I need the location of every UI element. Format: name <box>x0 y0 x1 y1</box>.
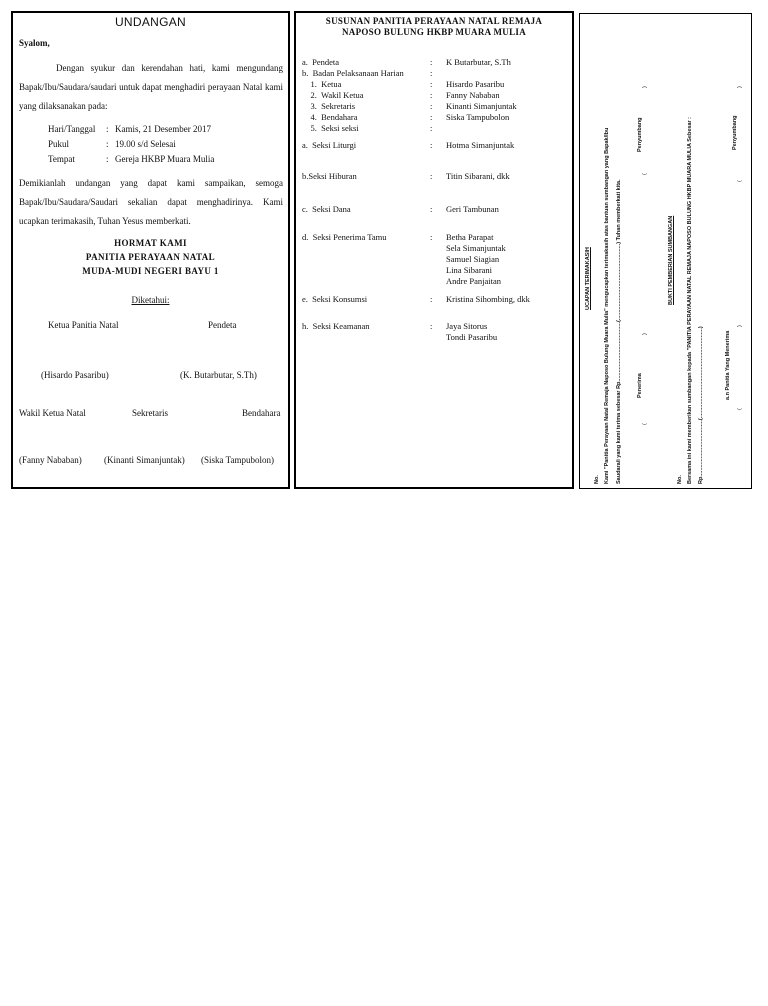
committee-role: d. Seksi Penerima Tamu <box>302 232 387 242</box>
committee-receiver-label: a.n Panitia Yang Menerima <box>725 330 731 400</box>
committee-title: SUSUNAN PANITIA PERAYAAN NATAL REMAJA <box>325 16 543 26</box>
colon: : <box>430 101 433 111</box>
committee-role: 5. Seksi seksi <box>302 123 359 133</box>
committee-role: h. Seksi Keamanan <box>302 321 370 331</box>
signature-role: Pendeta <box>208 320 237 330</box>
bracket: ) <box>737 325 743 327</box>
committee-member: Hisardo Pasaribu <box>446 79 505 89</box>
committee-role: b.Seksi Hiburan <box>302 171 357 181</box>
event-row: Tempat : Gereja HKBP Muara Mulia <box>48 154 215 164</box>
signature-role: Bendahara <box>242 408 281 418</box>
committee-role: 3. Sekretaris <box>302 101 356 111</box>
colon: : <box>430 204 433 214</box>
committee-panel <box>294 11 574 489</box>
bracket: ) <box>642 86 648 88</box>
committee-role: 4. Bendahara <box>302 112 358 122</box>
committee-member: Siska Tampubolon <box>446 112 510 122</box>
colon: : <box>430 123 433 133</box>
committee-role: b. Badan Pelaksanaan Harian <box>302 68 404 78</box>
bracket: ( <box>737 180 743 182</box>
colon: : <box>430 57 433 67</box>
colon: : <box>430 68 433 78</box>
committee-member: Samuel Siagian <box>446 254 500 264</box>
committee-member: Geri Tambunan <box>446 204 499 214</box>
closing-line: PANITIA PERAYAAN NATAL <box>85 252 216 262</box>
signature-name: (Hisardo Pasaribu) <box>41 370 109 380</box>
bracket: ) <box>642 333 648 335</box>
committee-member: K Butarbutar, S.Th <box>446 57 511 67</box>
closing-line: MUDA-MUDI NEGERI BAYU 1 <box>82 266 219 276</box>
colon: : <box>430 232 433 242</box>
bracket: ) <box>737 86 743 88</box>
known-label: Diketahui: <box>131 295 170 305</box>
thanks-title: UCAPAN TERIMAKASIH <box>585 247 591 310</box>
receipt-number: No. <box>677 475 683 484</box>
invitation-title: UNDANGAN <box>114 15 187 29</box>
committee-member: Jaya Sitorus <box>446 321 488 331</box>
committee-title: NAPOSO BULUNG HKBP MUARA MULIA <box>341 27 526 37</box>
committee-member: Andre Panjaitan <box>446 276 501 286</box>
committee-role: a. Pendeta <box>302 57 340 67</box>
committee-role: a. Seksi Liturgi <box>302 140 357 150</box>
thanks-line: Kami "Panitia Perayaan Natal Remaja Naposo Bulung Muara Mulia" mengucapkan terimakasih atas bantuan sumbangan yang Bapak/Ibu <box>604 127 610 484</box>
signature-name: (Fanny Nababan) <box>19 455 82 465</box>
colon: : <box>430 294 433 304</box>
invitation-paragraph: Dengan syukur dan kerendahan hati, kami mengundang Bapak/Ibu/Saudara/saudari untuk dapat menghadiri perayaan Natal kami yang dilaksanakan pada: <box>19 63 283 111</box>
event-row: Pukul : 19.00 s/d Selesai <box>48 139 176 149</box>
committee-role: 1. Ketua <box>302 79 342 89</box>
committee-member: Kristina Sihombing, dkk <box>446 294 530 304</box>
bracket: ( <box>642 173 648 175</box>
signature-role: Wakil Ketua Natal <box>19 408 86 418</box>
colon: : <box>430 321 433 331</box>
colon: : <box>430 140 433 150</box>
signature-role: Sekretaris <box>132 408 168 418</box>
committee-member: Fanny Nababan <box>446 90 500 100</box>
committee-role: e. Seksi Konsumsi <box>302 294 368 304</box>
colon: : <box>430 171 433 181</box>
invitation-panel <box>11 11 290 489</box>
donor-label: Penyumbang <box>732 115 738 150</box>
committee-member: Lina Sibarani <box>446 265 493 275</box>
receipt-panel <box>579 13 752 489</box>
committee-member: Tondi Pasaribu <box>446 332 498 342</box>
signature-name: (Kinanti Simanjuntak) <box>104 455 185 465</box>
bracket: ( <box>642 423 648 425</box>
donor-label: Penyumbang <box>637 117 643 152</box>
signature-name: (K. Butarbutar, S.Th) <box>180 370 257 380</box>
signature-name: (Siska Tampubolon) <box>201 455 274 465</box>
committee-member: Titin Sibarani, dkk <box>446 171 510 181</box>
committee-member: Betha Parapat <box>446 232 494 242</box>
recipient-label: Penerima <box>637 373 643 398</box>
colon: : <box>430 79 433 89</box>
committee-role: 2. Wakil Ketua <box>302 90 364 100</box>
committee-member: Sela Simanjuntak <box>446 243 506 253</box>
colon: : <box>430 112 433 122</box>
bracket: ( <box>737 408 743 410</box>
colon: : <box>430 90 433 100</box>
receipt-rotated-content <box>580 14 753 490</box>
closing-line: HORMAT KAMI <box>114 238 187 248</box>
event-row: Hari/Tanggal : Kamis, 21 Desember 2017 <box>48 124 211 134</box>
receipt-number: No. <box>594 475 600 484</box>
thanks-line: Saudara/i yang kami terima sebesar Rp.......................................(..................................................) Tuhan memberkati kita. <box>616 179 622 484</box>
committee-role: c. Seksi Dana <box>302 204 351 214</box>
closing-paragraph: Demikianlah undangan yang dapat kami sampaikan, semoga Bapak/Ibu/Saudara/Saudari sekalian dapat menghadirinya. Kami ucapkan terimakasih, Tuhan Yesus memberkati. <box>19 178 283 226</box>
proof-line: Rp.....................................(...........................................................) <box>698 326 704 484</box>
committee-member: Kinanti Simanjuntak <box>446 101 517 111</box>
proof-line: Bersama ini kami memberikan sumbangan kepada "PANITIA PERAYAAN NATAL REMAJA NAPOSO BULUNG HKBP MUARA MULIA Sebesar : <box>687 116 693 484</box>
committee-member: Hotma Simanjuntak <box>446 140 515 150</box>
greeting: Syalom, <box>19 38 50 48</box>
proof-title: BUKTI PEMBERIAN SUMBANGAN <box>668 215 674 305</box>
signature-role: Ketua Panitia Natal <box>48 320 119 330</box>
